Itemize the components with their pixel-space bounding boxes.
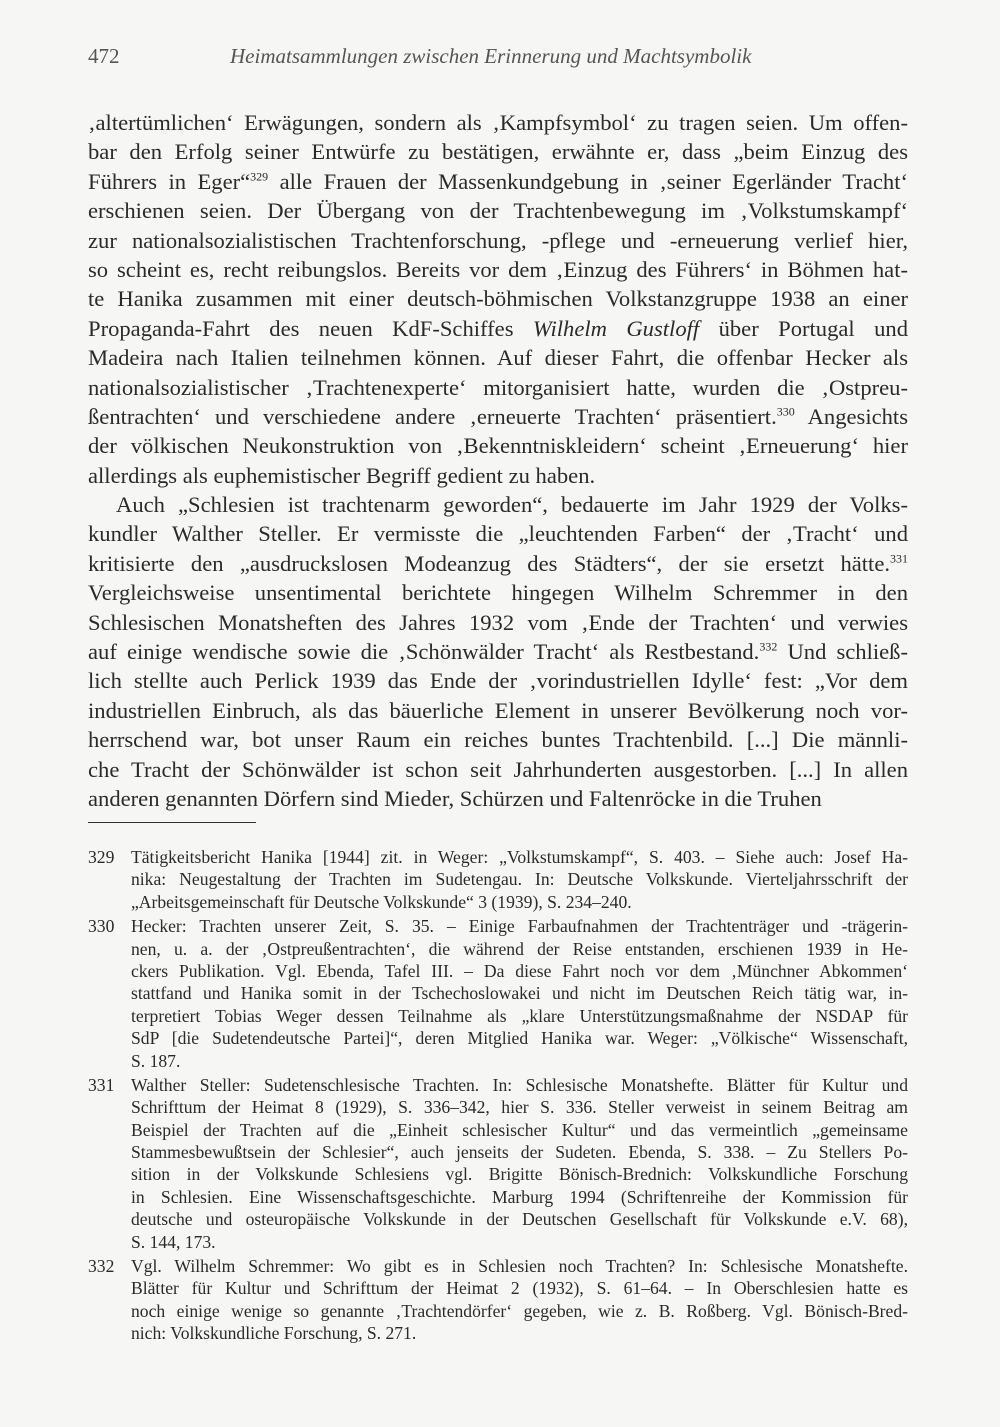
footnote-line: sition in der Volkskunde Schlesiens vgl. Brigitte Bönisch-Brednich: Volkskundliche Forschung (131, 1164, 908, 1185)
footnote-line: Walther Steller: Sudetenschlesische Trachten. In: Schlesische Monatshefte. Blätter für Kultur und (131, 1074, 908, 1095)
footnote-number: 332 (88, 1256, 115, 1277)
footnote-line: „Arbeitsgemeinschaft für Deutsche Volkskunde“ 3 (1939), S. 234–240. (131, 891, 632, 912)
footnote-line: Hecker: Trachten unserer Zeit, S. 35. – Einige Farbaufnahmen der Trachtenträger und -trägerin- (131, 916, 908, 937)
text-line: Schlesischen Monatsheften des Jahres 1932 vom ‚Ende der Trachten‘ und verwies (88, 609, 908, 635)
text-line: Vergleichsweise unsentimental berichtete hingegen Wilhelm Schremmer in den (88, 580, 908, 606)
text-line: ßentrachten‘ und verschiedene andere ‚erneuerte Trachten‘ präsentiert.$^{330}$ Angesichts (88, 403, 908, 429)
text-line: zur nationalsozialistischen Trachtenforschung, -pflege und -erneuerung verlief hier, (88, 227, 908, 253)
footnote-line: deutsche und osteuropäische Volkskunde in der Deutschen Gesellschaft für Volkskunde e.V. 68), (131, 1209, 908, 1230)
footnote-line: S. 187. (131, 1050, 181, 1071)
footnote-line: S. 144, 173. (131, 1231, 216, 1252)
text-line: Auch „Schlesien ist trachtenarm geworden“, bedauerte im Jahr 1929 der Volks- (116, 492, 908, 518)
footnote-line: noch einige wenige so genannte ‚Trachtendörfer‘ gegeben, wie z. B. Roßberg. Vgl. Bönisch-Bred- (131, 1300, 908, 1321)
text-line: erschienen seien. Der Übergang von der Trachtenbewegung im ‚Volkstumskampf‘ (88, 198, 908, 224)
text-line: ‚altertümlichen‘ Erwägungen, sondern als ‚Kampfsymbol‘ zu tragen seien. Um offen- (88, 110, 908, 135)
footnote-line: nika: Neugestaltung der Trachten im Sudetengau. In: Deutsche Volkskunde. Vierteljahrsschrift der (131, 869, 908, 890)
text-line: Madeira nach Italien teilnehmen können. Auf dieser Fahrt, die offenbar Hecker als (88, 345, 908, 371)
text-line: allerdings als euphemistischer Begriff gedient zu haben. (88, 462, 596, 488)
footnote-line: stattfand und Hanika somit in der Tschechoslowakei und nicht im Deutschen Reich tätig war, in- (131, 983, 908, 1004)
text-line: lich stellte auch Perlick 1939 das Ende der ‚vorindustriellen Idylle‘ fest: „Vor dem (88, 668, 908, 694)
footnote-separator (88, 822, 256, 823)
footnote-line: Beispiel der Trachten auf die „Einheit schlesischer Kultur“ und das vermeintlich „gemeinsame (131, 1119, 908, 1140)
footnote (88, 846, 908, 913)
footnote-line: nich: Volkskundliche Forschung, S. 271. (131, 1323, 417, 1344)
text-line: che Tracht der Schönwälder ist schon seit Jahrhunderten ausgestorben. [...] In allen (88, 756, 908, 782)
text-line: industriellen Einbruch, als das bäuerliche Element in unserer Bevölkerung noch vor- (88, 697, 908, 723)
footnote-number: 330 (88, 916, 115, 937)
text-line: bar den Erfolg seiner Entwürfe zu bestätigen, erwähnte er, dass „beim Einzug des (88, 139, 908, 165)
footnote (88, 1074, 908, 1253)
footnote-line: Schrifttum der Heimat 8 (1929), S. 336–342, hier S. 336. Steller verweist in seinem Beitrag am (131, 1097, 908, 1118)
text-line: kritisierte den „ausdruckslosen Modeanzug des Städters“, der sie ersetzt hätte.$^{331}$ (88, 550, 908, 576)
main-text (88, 108, 908, 813)
text-line: herrschend war, bot unser Raum ein reiches buntes Trachtenbild. [...] Die männli- (88, 727, 908, 753)
footnote-number: 329 (88, 847, 115, 867)
footnote-line: Tätigkeitsbericht Hanika [1944] zit. in Weger: „Volkstumskampf“, S. 403. – Siehe auch: Josef Ha- (131, 847, 908, 867)
text-line: anderen genannten Dörfern sind Mieder, Schürzen und Faltenröcke in die Truhen (88, 785, 822, 811)
text-line: te Hanika zusammen mit einer deutsch-böhmischen Volkstanzgruppe 1938 an einer (88, 286, 908, 312)
footnote-line: Blätter für Kultur und Schrifttum der Heimat 2 (1932), S. 61–64. – In Oberschlesien hatte es (131, 1278, 908, 1299)
running-header (88, 44, 908, 74)
text-line: Propaganda-Fahrt des neuen KdF-Schiffes Wilhelm Gustloff über Portugal und (88, 315, 908, 341)
footnotes (88, 846, 908, 1347)
footnote (88, 915, 908, 1072)
footnote-line: Stammesbewußtsein der Schlesier“, auch jenseits der Sudeten. Ebenda, S. 338. – Zu Stellers Po- (131, 1142, 908, 1163)
footnote-line: nen, u. a. der ‚Ostpreußentrachten‘, die während der Reise entstanden, erschienen 1939 in He- (131, 938, 908, 959)
footnote-line: SdP [die Sudetendeutsche Partei]“, deren Mitglied Hanika war. Weger: „Völkische“ Wissenschaft, (131, 1028, 908, 1049)
footnote-line: in Schlesien. Eine Wissenschaftsgeschichte. Marburg 1994 (Schriftenreihe der Kommission für (131, 1186, 908, 1207)
text-line: nationalsozialistischer ‚Trachtenexperte‘ mitorganisiert hatte, wurden die ‚Ostpreu- (88, 374, 908, 400)
text-line: Führers in Eger“$^{329}$ alle Frauen der Massenkundgebung in ‚seiner Egerländer Tracht‘ (88, 168, 908, 194)
text-line: auf einige wendische sowie die ‚Schönwälder Tracht‘ als Restbestand.$^{332}$ Und schließ- (88, 639, 909, 665)
footnote-line: Vgl. Wilhelm Schremmer: Wo gibt es in Schlesien noch Trachten? In: Schlesische Monatshefte. (131, 1256, 908, 1277)
page-number: 472 (88, 44, 120, 68)
footnote-line: ckers Publikation. Vgl. Ebenda, Tafel III. – Da diese Fahrt noch vor dem ‚Münchner Abkommen‘ (131, 960, 908, 981)
running-title: Heimatsammlungen zwischen Erinnerung und Machtsymbolik (230, 44, 752, 68)
footnote-line: terpretiert Tobias Weger dessen Teilnahme als „klare Unterstützungsmaßnahme der NSDAP für (131, 1005, 908, 1026)
text-line: so scheint es, recht reibungslos. Bereits vor dem ‚Einzug des Führers‘ in Böhmen hat- (88, 256, 908, 282)
text-line: der völkischen Neukonstruktion von ‚Bekenntniskleidern‘ scheint ‚Erneuerung‘ hier (88, 433, 908, 459)
footnote (88, 1255, 908, 1345)
footnote-number: 331 (88, 1074, 115, 1095)
text-line: kundler Walther Steller. Er vermisste die „leuchtenden Farben“ der ‚Tracht‘ und (88, 521, 908, 547)
